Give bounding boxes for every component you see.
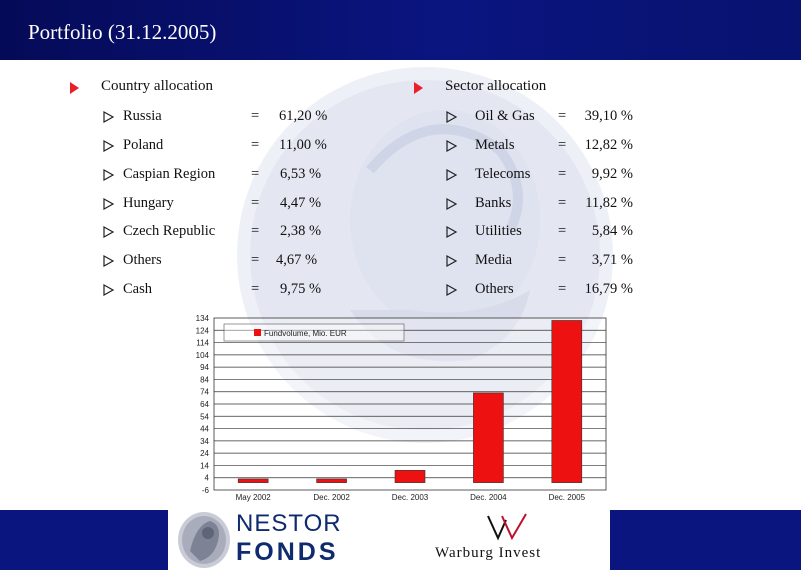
warburg-invest-text: Warburg Invest	[435, 545, 542, 561]
sector-value: 39,10 %	[584, 108, 633, 124]
equals-sign: =	[558, 108, 567, 124]
country-value: 61,20 %	[279, 108, 328, 124]
country-value: 4,47 %	[280, 195, 322, 211]
equals-sign: =	[251, 223, 260, 239]
sector-value: 16,79 %	[584, 281, 633, 297]
country-label: Russia	[123, 108, 162, 124]
y-tick-label: 84	[200, 375, 209, 385]
sector-label: Utilities	[475, 223, 522, 239]
x-tick-label: Dec. 2003	[391, 493, 429, 502]
y-tick-label: 64	[200, 400, 209, 409]
country-label: Poland	[123, 137, 164, 153]
y-tick-label: 4	[204, 473, 209, 483]
chart-bar	[552, 320, 582, 482]
equals-sign: =	[251, 195, 260, 211]
y-tick-label: 114	[196, 338, 209, 348]
y-tick-label: 14	[200, 461, 209, 471]
equals-sign: =	[558, 252, 567, 268]
warburg-logo-mark	[486, 512, 532, 542]
sector-value: 3,71 %	[591, 252, 633, 268]
y-tick-label: -6	[201, 486, 209, 495]
y-tick-label: 94	[200, 363, 209, 373]
y-tick-label: 54	[200, 412, 209, 422]
x-tick-label: Dec. 2002	[313, 493, 350, 502]
equals-sign: =	[558, 166, 567, 182]
country-label: Hungary	[123, 195, 174, 211]
equals-sign: =	[558, 223, 567, 239]
y-tick-label: 124	[195, 326, 209, 336]
chart-bar	[317, 479, 347, 483]
country-value: 11,00 %	[279, 137, 327, 153]
y-tick-label: 74	[200, 387, 209, 397]
nestor-word: NESTOR	[236, 510, 342, 537]
equals-sign: =	[558, 281, 567, 297]
x-tick-label: Dec. 2005	[548, 493, 586, 502]
equals-sign: =	[558, 195, 567, 211]
legend-swatch	[254, 329, 261, 336]
y-tick-label: 44	[200, 424, 209, 434]
chart-bar	[238, 479, 268, 483]
sector-label: Others	[475, 281, 514, 297]
sector-value: 12,82 %	[584, 137, 633, 153]
x-tick-label: Dec. 2004	[470, 493, 507, 502]
sector-value: 5,84 %	[591, 223, 633, 239]
equals-sign: =	[558, 137, 567, 153]
country-label: Czech Republic	[123, 223, 216, 239]
chart-bar	[395, 470, 425, 482]
sector-label: Media	[475, 252, 513, 268]
fonds-word: FONDS	[236, 538, 339, 566]
x-tick-label: May 2002	[235, 493, 271, 502]
country-label: Caspian Region	[123, 166, 216, 182]
sector-value: 11,82 %	[585, 195, 633, 211]
equals-sign: =	[251, 281, 260, 297]
nestor-coin-logo	[176, 511, 232, 569]
equals-sign: =	[251, 137, 260, 153]
page-title: Portfolio (31.12.2005)	[28, 20, 217, 44]
sector-heading: Sector allocation	[445, 78, 547, 94]
footer-logo-panel	[168, 510, 610, 570]
equals-sign: =	[251, 166, 260, 182]
y-tick-label: 134	[195, 314, 209, 323]
legend-label: Fundvolume, Mio. EUR	[264, 329, 347, 338]
equals-sign: =	[251, 252, 260, 268]
sector-value: 9,92 %	[591, 166, 633, 182]
country-value: 6,53 %	[280, 166, 322, 182]
country-heading: Country allocation	[101, 78, 214, 94]
y-tick-label: 104	[195, 350, 209, 360]
sector-label: Metals	[475, 137, 515, 153]
country-value: 2,38 %	[280, 223, 322, 239]
chart-bar	[473, 393, 503, 483]
sector-label: Oil & Gas	[475, 108, 535, 124]
y-tick-label: 34	[200, 436, 209, 446]
country-label: Others	[123, 252, 162, 268]
country-value: 4,67 %	[276, 252, 318, 268]
equals-sign: =	[251, 108, 260, 124]
y-tick-label: 24	[200, 449, 209, 459]
sector-label: Telecoms	[475, 166, 531, 182]
country-label: Cash	[123, 281, 152, 297]
sector-label: Banks	[475, 195, 512, 211]
country-value: 9,75 %	[280, 281, 322, 297]
footer-bar	[0, 510, 801, 570]
